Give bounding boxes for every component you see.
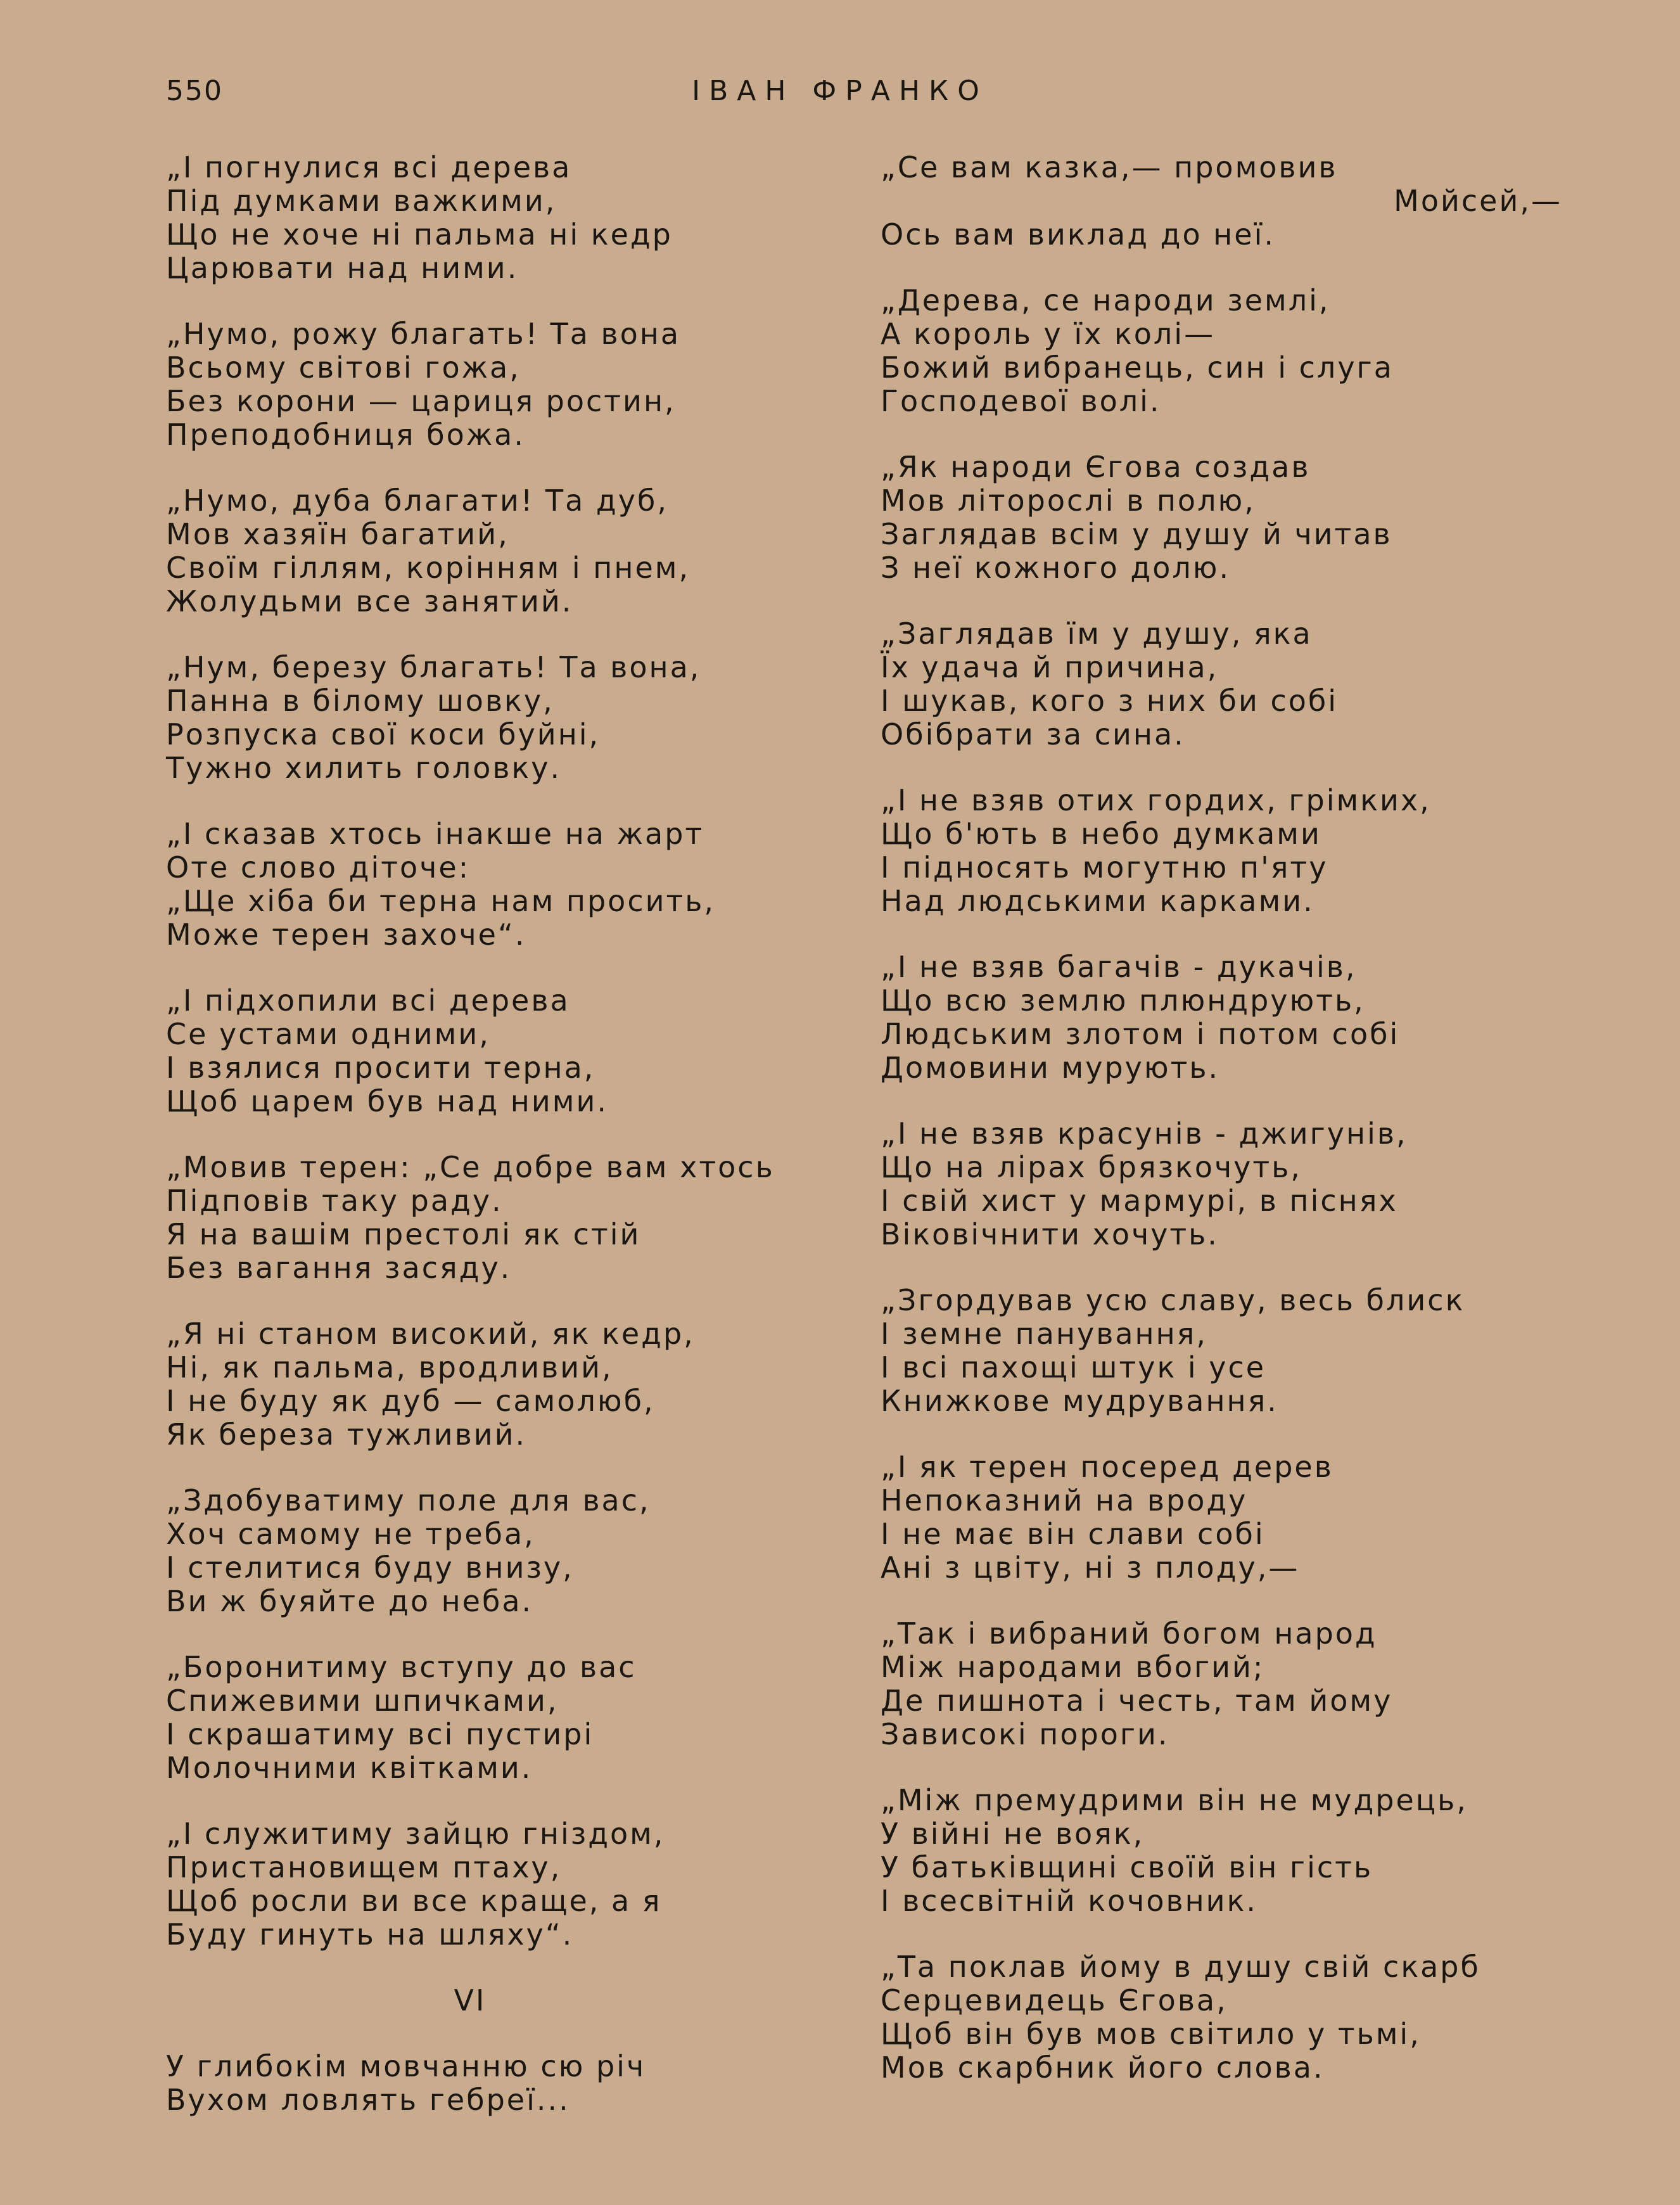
verse-line: Мов скарбник його слова. [881,2050,1325,2085]
verse-line: Що не хоче ні пальма ні кедр [166,217,673,252]
verse-line: Людським злотом і потом собі [881,1017,1400,1051]
stanza [166,1151,863,1285]
verse-line: Що б'ють в небо думками [881,817,1321,851]
verse-line: „І служитиму зайцю гніздом, [166,1817,665,1851]
verse-line: Мов літорослі в полю, [881,483,1256,518]
verse-line: Щоб він був мов світило у тьмі, [881,2017,1421,2051]
stanza [881,1117,1565,1251]
verse-line: „Здобуватиму поле для вас, [166,1483,651,1518]
verse-line: Ні, як пальма, вродливий, [166,1350,613,1384]
verse-line: „І не взяв красунів - джигунів, [881,1116,1408,1151]
verse-line: Божий вибранець, син і слуга [881,350,1394,385]
verse-line: „Мовив терен: „Се добре вам хтось [166,1150,775,1184]
verse-line: „І підхопили всі дерева [166,983,570,1018]
verse-line: І взялися просити терна, [166,1051,595,1085]
stanza [166,484,863,618]
verse-line: „Я ні станом високий, як кедр, [166,1317,695,1351]
verse-line: Підповів таку раду. [166,1184,503,1218]
verse-line: Своїм гіллям, корінням і пнем, [166,551,690,585]
running-head: ІВАН ФРАНКО [692,75,988,107]
verse-line: Щоб росли ви все краще, а я [166,1884,662,1918]
verse-line: Ви ж буяйте до неба. [166,1584,533,1618]
verse-line: Заглядав всім у душу й читав [881,517,1392,551]
verse-line: З неї кожного долю. [881,551,1231,585]
stanza [881,1284,1565,1418]
verse-line: Обібрати за сина. [881,717,1185,751]
verse-line: Щоб царем був над ними. [166,1084,608,1118]
verse-line: „І сказав хтось інакше на жарт [166,817,704,851]
verse-line-continuation: Мойсей,— [1394,184,1562,218]
verse-line: І стелитися буду внизу, [166,1550,574,1585]
verse-line: Розпуска свої коси буйні, [166,717,601,751]
verse-line: І не буду як дуб — самолюб, [166,1384,655,1418]
verse-line: Вухом ловлять гебреї... [166,2083,570,2117]
verse-line: Над людськими карками. [881,884,1314,918]
stanza [166,1317,863,1452]
stanza [881,1950,1565,2085]
verse-line: Без вагання засяду. [166,1251,512,1285]
verse-line: Оте слово діточе: [166,850,471,885]
verse-line: Книжкове мудрування. [881,1384,1278,1418]
verse-line: Молочними квітками. [166,1751,533,1785]
verse-line: Царювати над ними. [166,251,519,285]
verse-line: „Та поклав йому в душу свій скарб [881,1950,1480,1984]
verse-line: Серцевидець Єгова, [881,1983,1228,2017]
verse-line: „І не взяв багачів - дукачів, [881,950,1357,984]
verse-line: У батьківщині своїй він гість [881,1850,1373,1884]
verse-line: Без корони — цариця ростин, [166,384,676,418]
stanza [166,2050,863,2117]
verse-line: У війні не вояк, [881,1817,1145,1851]
right-column [881,151,1565,2117]
stanza [881,451,1565,585]
stanza [166,1484,863,1618]
verse-line: Се устами одними, [166,1017,490,1051]
left-column [166,151,863,2149]
verse-line: „Нум, березу благать! Та вона, [166,650,701,684]
stanza [881,284,1565,418]
verse-line: „Заглядав їм у душу, яка [881,617,1313,651]
verse-line: Як береза тужливий. [166,1417,527,1452]
verse-line: „І не взяв отих гордих, грімких, [881,783,1431,817]
verse-line: А король у їх колі— [881,317,1216,351]
verse-line: Між народами вбогий; [881,1650,1265,1684]
verse-line: Пристановищем птаху, [166,1850,562,1884]
verse-line: Спижевими шпичками, [166,1684,559,1718]
verse-line: І шукав, кого з них би собі [881,684,1339,718]
verse-line: Їх удача й причина, [881,650,1219,684]
stanza [881,617,1565,751]
verse-line: „Так і вибраний богом народ [881,1616,1377,1651]
page-number: 550 [166,75,223,107]
verse-line: Що всю землю плюндрують, [881,983,1365,1018]
verse-line: „Ще хіба би терна нам просить, [166,884,716,918]
verse-line: Мов хазяїн багатий, [166,517,509,551]
stanza [881,1784,1565,1918]
verse-line: Зависокі пороги. [881,1717,1169,1751]
verse-line: Де пишнота і честь, там йому [881,1684,1393,1718]
verse-line: І скрашатиму всі пустирі [166,1717,594,1751]
verse-line: І всесвітній кочовник. [881,1884,1257,1918]
verse-line: „Нумо, рожу благать! Та вона [166,317,681,351]
verse-line: Панна в білому шовку, [166,684,554,718]
stanza [166,651,863,785]
verse-line: Ані з цвіту, ні з плоду,— [881,1550,1300,1585]
verse-line: Преподобниця божа. [166,418,525,452]
verse-line: Жолудьми все занятий. [166,584,573,618]
verse-line: Під думками важкими, [166,184,557,218]
verse-line: І свій хист у мармурі, в піснях [881,1184,1398,1218]
verse-line: Тужно хилить головку. [166,751,562,785]
section-number: VI [454,1983,487,2017]
verse-line: Ось вам виклад до неї. [881,217,1276,252]
verse-line: „Як народи Єгова создав [881,450,1311,484]
verse-line: Хоч самому не треба, [166,1517,535,1551]
verse-line: І підносять могутню п'яту [881,850,1328,885]
verse-line: Я на вашім престолі як стій [166,1217,641,1251]
stanza [881,950,1565,1085]
stanza [166,817,863,952]
verse-line: Домовини мурують. [881,1051,1220,1085]
stanza [881,1617,1565,1751]
verse-line: „Дерева, се народи землі, [881,283,1330,317]
verse-line: „Між премудрими він не мудрець, [881,1783,1468,1817]
verse-line: І всі пахощі штук і усе [881,1350,1266,1384]
verse-line: І не має він слави собі [881,1517,1265,1551]
verse-line: „І як терен посеред дерев [881,1450,1333,1484]
stanza [166,317,863,452]
stanza [166,151,863,285]
verse-line: Може терен захоче“. [166,917,526,952]
verse-line: У глибокім мовчанню сю річ [166,2049,646,2083]
verse-line: І земне панування, [881,1317,1207,1351]
verse-line: Непоказний на вроду [881,1483,1248,1518]
verse-line: „Нумо, дуба благати! Та дуб, [166,483,668,518]
verse-line: Що на лірах брязкочуть, [881,1150,1302,1184]
verse-line: „Боронитиму вступу до вас [166,1650,637,1684]
verse-line: „Згордував усю славу, весь блиск [881,1283,1465,1317]
verse-line: Господевої волі. [881,384,1161,418]
stanza [166,1817,863,1952]
verse-line: Віковічнити хочуть. [881,1217,1219,1251]
stanza [166,1651,863,1785]
verse-line: Всьому світові гожа, [166,350,521,385]
stanza [881,1450,1565,1585]
stanza [166,984,863,1118]
verse-line: „Се вам казка,— промовив [881,150,1338,184]
verse-line: „І погнулися всі дерева [166,150,572,184]
verse-line: Буду гинуть на шляху“. [166,1917,574,1952]
stanza [881,151,1565,252]
stanza [881,784,1565,918]
